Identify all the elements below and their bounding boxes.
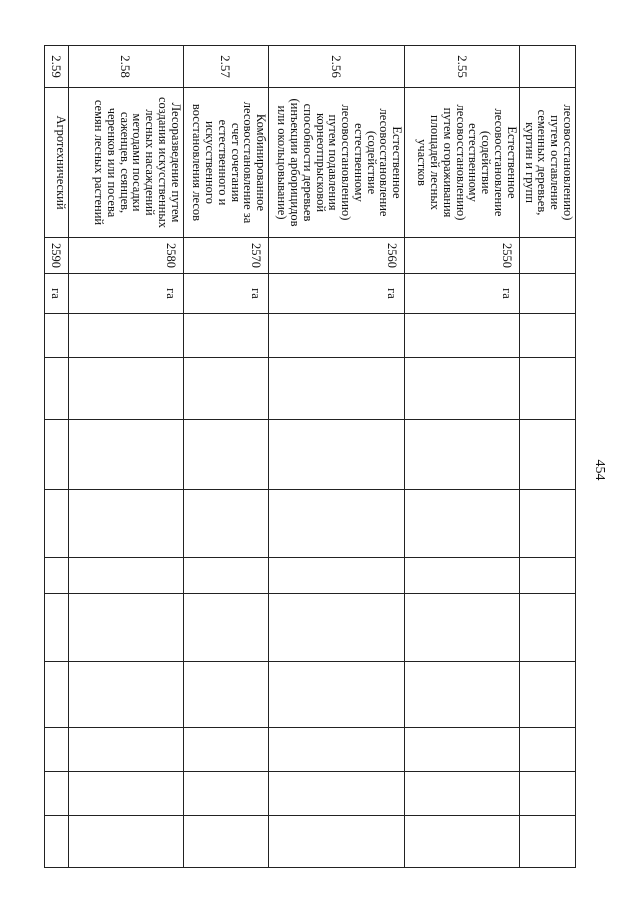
indicator-name-line: (инъекции арборицидов [288, 98, 303, 227]
empty-cell [69, 558, 184, 594]
empty-cell [269, 772, 405, 816]
empty-cell [269, 816, 405, 868]
empty-cell [69, 728, 184, 772]
empty-cell [519, 558, 575, 594]
empty-cell [69, 490, 184, 558]
unit-of-measure: га [183, 274, 268, 314]
empty-cell [269, 420, 405, 490]
empty-cell [519, 358, 575, 420]
row-number: 2.55 [405, 46, 520, 88]
empty-cell [519, 728, 575, 772]
indicator-name-line: площадей лесных [428, 114, 443, 211]
empty-cell [269, 358, 405, 420]
empty-cell [269, 558, 405, 594]
indicator-name-line: участков [415, 139, 430, 186]
table-row [69, 46, 184, 868]
indicator-name [69, 88, 184, 238]
empty-cell [183, 662, 268, 728]
indicator-name-line: лесовосстановлению) [339, 104, 354, 221]
indicator-name-line: (содействие [364, 130, 379, 195]
empty-cell [183, 594, 268, 662]
empty-cell [183, 420, 268, 490]
indicator-name-line: естественному [466, 123, 481, 202]
empty-cell [183, 816, 268, 868]
empty-cell [45, 558, 69, 594]
table-row [183, 46, 268, 868]
indicator-name-line: Агротехнический [54, 115, 68, 210]
indicator-name-line: куртин и групп [522, 122, 537, 203]
empty-cell [269, 490, 405, 558]
empty-cell [45, 420, 69, 490]
row-number: 2.59 [45, 46, 69, 88]
empty-cell [269, 662, 405, 728]
indicator-name-line: восстановления лесов [190, 103, 205, 222]
empty-cell [45, 728, 69, 772]
empty-cell [183, 490, 268, 558]
unit-of-measure [519, 274, 575, 314]
indicator-name-line: лесных насаждений [143, 109, 158, 216]
indicator-name-line: естественному [351, 123, 366, 202]
empty-cell [183, 358, 268, 420]
row-code [519, 238, 575, 274]
empty-cell [269, 314, 405, 358]
empty-cell [69, 314, 184, 358]
indicator-name-line: Комбинированное [254, 113, 269, 212]
indicator-name-line: естественного и [215, 119, 230, 206]
empty-cell [405, 816, 520, 868]
unit-of-measure: га [69, 274, 184, 314]
empty-cell [405, 772, 520, 816]
row-code: 2590 [45, 238, 69, 274]
empty-cell [69, 816, 184, 868]
indicator-name-line: саженцев, сеянцев, [117, 111, 132, 214]
indicator-name [405, 88, 520, 238]
empty-cell [519, 594, 575, 662]
unit-of-measure: га [405, 274, 520, 314]
indicator-name-line: путем огораживания [440, 107, 455, 218]
indicator-name [45, 88, 69, 238]
empty-cell [269, 594, 405, 662]
empty-cell [183, 728, 268, 772]
empty-cell [69, 420, 184, 490]
indicator-name-line: лесовосстановление [491, 108, 506, 217]
indicator-name-line: счет сочетания [228, 122, 243, 203]
page-number: 454 [592, 459, 607, 481]
indicator-name-line: путем подавления [326, 114, 341, 211]
indicator-name-line: Лесоразведение путем [168, 102, 183, 223]
table-row [45, 46, 69, 868]
empty-cell [45, 816, 69, 868]
row-number: 2.57 [183, 46, 268, 88]
empty-cell [269, 728, 405, 772]
indicator-name-line: лесовосстановление за [241, 101, 256, 224]
indicator-name-line: методами посадки [130, 113, 145, 212]
empty-cell [45, 772, 69, 816]
row-code: 2580 [69, 238, 184, 274]
indicator-name-line: искусственного [203, 120, 218, 204]
empty-cell [405, 662, 520, 728]
indicator-name [519, 88, 575, 238]
empty-cell [519, 662, 575, 728]
empty-cell [69, 772, 184, 816]
indicator-name [183, 88, 268, 238]
table-row [405, 46, 520, 868]
indicator-name-line: Естественное [390, 126, 405, 199]
empty-cell [69, 358, 184, 420]
empty-cell [405, 558, 520, 594]
empty-cell [519, 314, 575, 358]
empty-cell [45, 490, 69, 558]
empty-cell [405, 420, 520, 490]
table-row [519, 46, 575, 868]
indicator-name-line: корнеотпрысковой [313, 112, 328, 213]
row-code: 2560 [269, 238, 405, 274]
rotated-table-region [44, 45, 576, 867]
empty-cell [183, 772, 268, 816]
row-code: 2570 [183, 238, 268, 274]
indicator-name-line: лесовосстановлению) [453, 104, 468, 221]
table-wrap [44, 45, 576, 867]
empty-cell [405, 490, 520, 558]
empty-cell [405, 358, 520, 420]
empty-cell [405, 728, 520, 772]
indicator-name-line: или окольцовывание) [275, 105, 290, 220]
indicator-name-line: способности деревьев [300, 103, 315, 222]
row-number: 2.58 [69, 46, 184, 88]
empty-cell [45, 314, 69, 358]
empty-cell [519, 490, 575, 558]
indicator-name-line: семенных деревьев, [535, 109, 550, 216]
empty-cell [519, 772, 575, 816]
empty-cell [45, 358, 69, 420]
indicator-name-line: семян лесных растений [92, 99, 107, 226]
empty-cell [69, 662, 184, 728]
indicator-name-line: лесовосстановлению) [561, 104, 575, 221]
row-code: 2550 [405, 238, 520, 274]
empty-cell [519, 420, 575, 490]
empty-cell [69, 594, 184, 662]
indicator-name-line: Естественное [504, 126, 519, 199]
row-number: 2.56 [269, 46, 405, 88]
indicator-name-line: путем оставление [548, 115, 563, 210]
report-table [44, 45, 576, 868]
empty-cell [45, 662, 69, 728]
unit-of-measure: га [45, 274, 69, 314]
table-row [269, 46, 405, 868]
row-number [519, 46, 575, 88]
empty-cell [405, 594, 520, 662]
indicator-name-line: лесовосстановление [377, 108, 392, 217]
unit-of-measure: га [269, 274, 405, 314]
indicator-name [269, 88, 405, 238]
indicator-name-line: черенков или посева [104, 107, 119, 218]
empty-cell [183, 314, 268, 358]
empty-cell [183, 558, 268, 594]
empty-cell [405, 314, 520, 358]
empty-cell [45, 594, 69, 662]
indicator-name-line: создания искусственных [155, 96, 170, 229]
empty-cell [519, 816, 575, 868]
indicator-name-line: (содействие [479, 130, 494, 195]
